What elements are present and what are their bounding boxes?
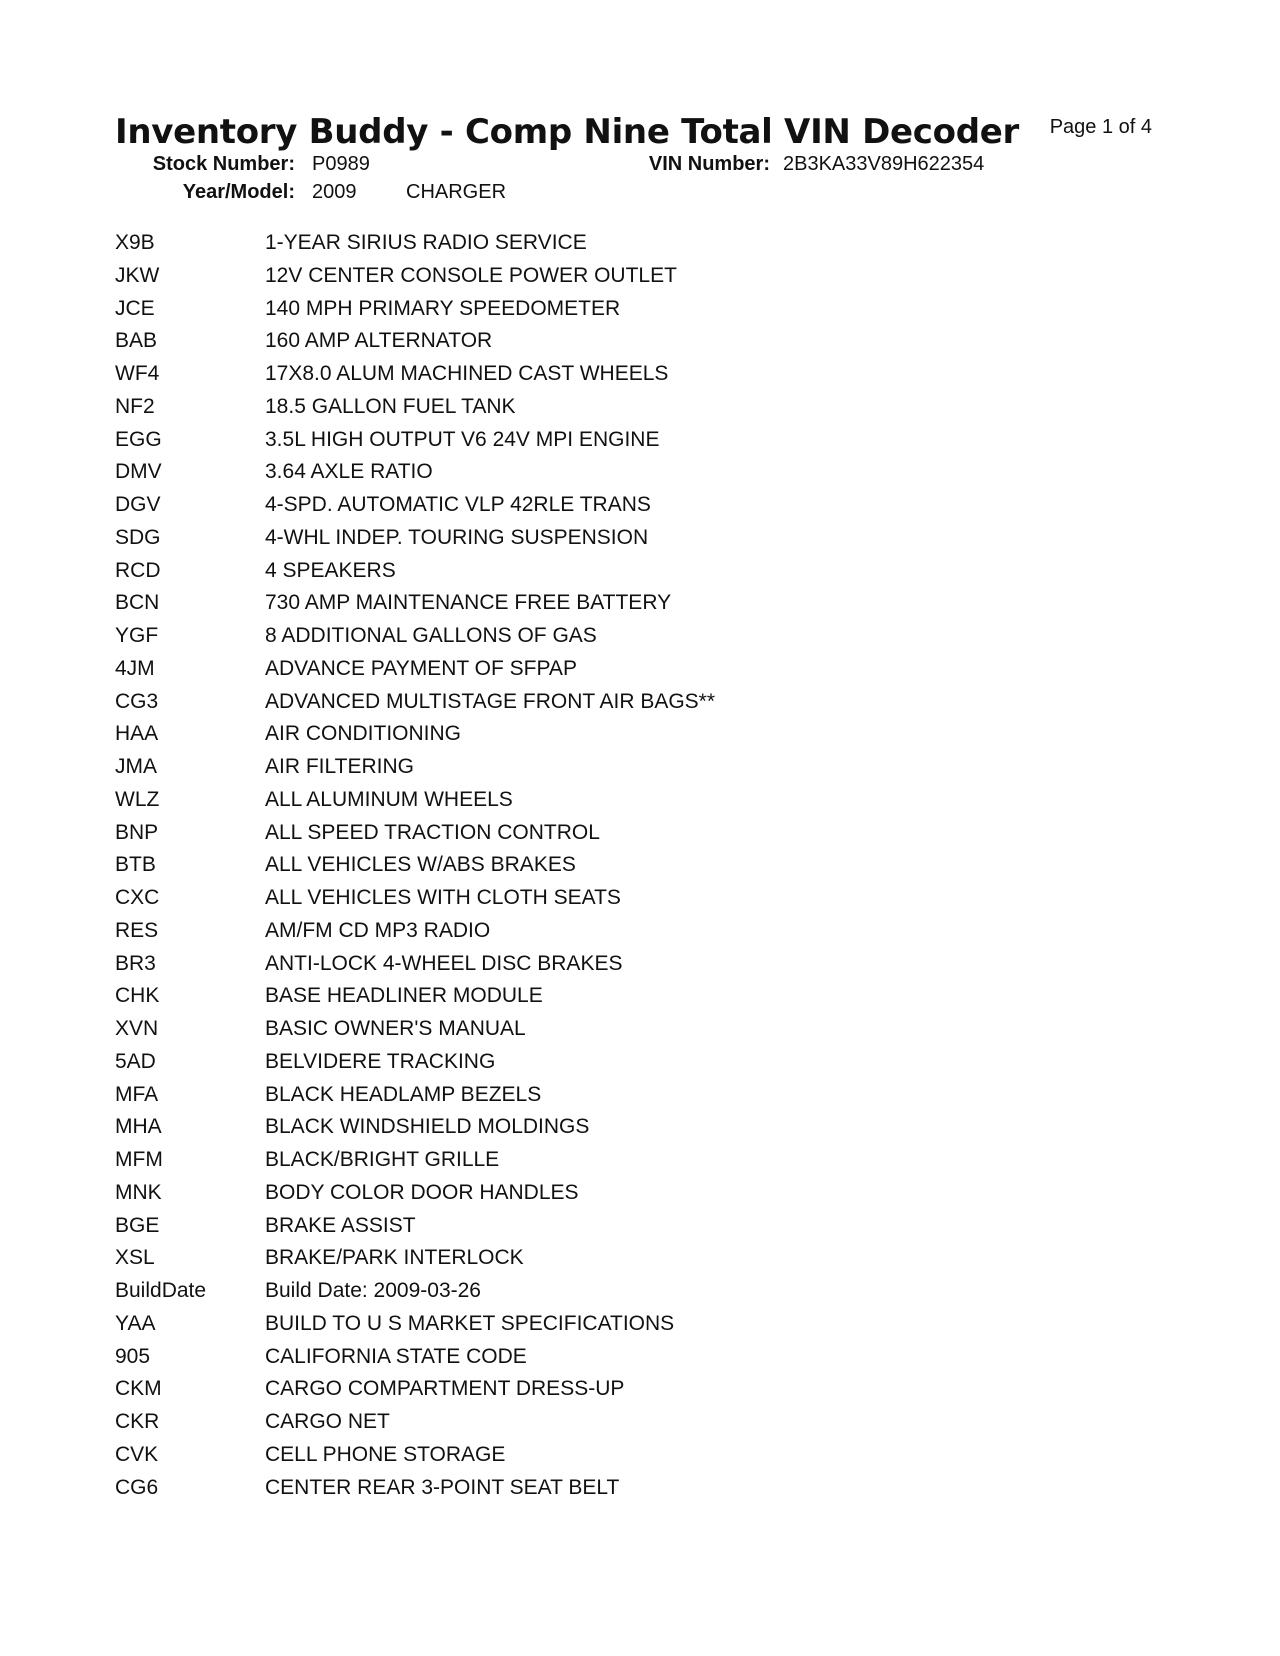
stock-number-value: P0989 bbox=[312, 153, 370, 175]
option-code: BNP bbox=[115, 820, 159, 844]
option-row bbox=[115, 1308, 1115, 1341]
page-title: Inventory Buddy - Comp Nine Total VIN Decoder bbox=[115, 112, 1019, 152]
option-row bbox=[115, 260, 1115, 293]
option-row bbox=[115, 227, 1115, 260]
option-code: MFA bbox=[115, 1082, 159, 1106]
stock-number-label: Stock Number: bbox=[152, 153, 295, 175]
option-row bbox=[115, 784, 1115, 817]
option-code: NF2 bbox=[115, 394, 155, 418]
option-row bbox=[115, 1013, 1115, 1046]
option-description: ALL VEHICLES WITH CLOTH SEATS bbox=[265, 886, 621, 909]
option-description: BLACK WINDSHIELD MOLDINGS bbox=[265, 1115, 590, 1139]
option-description: AM/FM CD MP3 RADIO bbox=[265, 918, 491, 942]
option-description: 12V CENTER CONSOLE POWER OUTLET bbox=[265, 263, 677, 287]
option-row bbox=[115, 1472, 1115, 1505]
option-code: WLZ bbox=[115, 787, 160, 811]
option-description: 1-YEAR SIRIUS RADIO SERVICE bbox=[265, 231, 587, 254]
page-indicator: Page 1 of 4 bbox=[1049, 116, 1152, 138]
option-description: ANTI-LOCK 4-WHEEL DISC BRAKES bbox=[265, 951, 623, 975]
option-code: YAA bbox=[115, 1311, 156, 1335]
option-description: BRAKE/PARK INTERLOCK bbox=[265, 1246, 524, 1270]
option-description: BASE HEADLINER MODULE bbox=[265, 984, 543, 1008]
option-code: BAB bbox=[115, 329, 158, 353]
option-row bbox=[115, 587, 1115, 620]
option-description: ALL ALUMINUM WHEELS bbox=[265, 787, 513, 811]
option-row bbox=[115, 1177, 1115, 1210]
option-code: DGV bbox=[115, 493, 161, 516]
option-row bbox=[115, 456, 1115, 489]
option-row bbox=[115, 1144, 1115, 1177]
option-code: CG6 bbox=[115, 1475, 159, 1499]
option-row bbox=[115, 325, 1115, 358]
option-row bbox=[115, 1079, 1115, 1112]
option-description: 4 SPEAKERS bbox=[265, 558, 396, 582]
option-row bbox=[115, 489, 1115, 522]
option-code: BCN bbox=[115, 591, 160, 615]
option-description: 160 AMP ALTERNATOR bbox=[265, 329, 493, 353]
option-row bbox=[115, 293, 1115, 326]
option-row bbox=[115, 358, 1115, 391]
option-code: JMA bbox=[115, 755, 157, 778]
option-row bbox=[115, 522, 1115, 555]
option-code: MHA bbox=[115, 1115, 162, 1139]
option-description: AIR FILTERING bbox=[265, 755, 414, 778]
option-row bbox=[115, 1373, 1115, 1406]
option-description: CENTER REAR 3-POINT SEAT BELT bbox=[265, 1475, 620, 1499]
option-row bbox=[115, 948, 1115, 981]
option-code: CKR bbox=[115, 1410, 160, 1433]
model-value: CHARGER bbox=[406, 181, 507, 203]
option-description: BODY COLOR DOOR HANDLES bbox=[265, 1180, 579, 1204]
option-row bbox=[115, 817, 1115, 850]
option-description: BLACK/BRIGHT GRILLE bbox=[265, 1148, 500, 1171]
option-row bbox=[115, 751, 1115, 784]
option-description: BLACK HEADLAMP BEZELS bbox=[265, 1082, 542, 1106]
year-model-label: Year/Model: bbox=[182, 181, 295, 203]
option-code: BGE bbox=[115, 1213, 160, 1237]
option-code: CG3 bbox=[115, 689, 159, 713]
option-code: HAA bbox=[115, 722, 159, 746]
option-description: CARGO NET bbox=[265, 1410, 390, 1433]
option-code: RCD bbox=[115, 558, 161, 582]
option-row bbox=[115, 1210, 1115, 1243]
option-description: ADVANCED MULTISTAGE FRONT AIR BAGS** bbox=[265, 689, 716, 713]
option-row bbox=[115, 1275, 1115, 1308]
option-code: WF4 bbox=[115, 362, 160, 385]
option-description: ALL SPEED TRACTION CONTROL bbox=[265, 820, 600, 844]
option-description: BUILD TO U S MARKET SPECIFICATIONS bbox=[265, 1311, 675, 1335]
option-code: XSL bbox=[115, 1246, 155, 1270]
option-row bbox=[115, 555, 1115, 588]
option-row bbox=[115, 1341, 1115, 1374]
option-row bbox=[115, 686, 1115, 719]
option-code: CHK bbox=[115, 984, 160, 1008]
vin-number-value: 2B3KA33V89H622354 bbox=[783, 153, 985, 175]
option-row bbox=[115, 653, 1115, 686]
year-value: 2009 bbox=[312, 181, 357, 203]
option-row bbox=[115, 980, 1115, 1013]
option-description: 3.64 AXLE RATIO bbox=[265, 460, 433, 484]
option-code: BTB bbox=[115, 853, 156, 877]
option-description: ADVANCE PAYMENT OF SFPAP bbox=[265, 656, 577, 680]
option-description: 3.5L HIGH OUTPUT V6 24V MPI ENGINE bbox=[265, 427, 660, 451]
option-code-list bbox=[115, 227, 1115, 1504]
option-code: MNK bbox=[115, 1180, 162, 1204]
option-row bbox=[115, 1111, 1115, 1144]
option-code: XVN bbox=[115, 1017, 159, 1040]
option-row bbox=[115, 1046, 1115, 1079]
option-code: BuildDate bbox=[115, 1279, 207, 1302]
option-description: 4-SPD. AUTOMATIC VLP 42RLE TRANS bbox=[265, 493, 651, 516]
option-row bbox=[115, 849, 1115, 882]
option-description: 4-WHL INDEP. TOURING SUSPENSION bbox=[265, 525, 649, 549]
option-description: AIR CONDITIONING bbox=[265, 722, 462, 746]
option-description: 8 ADDITIONAL GALLONS OF GAS bbox=[265, 624, 597, 647]
option-row bbox=[115, 915, 1115, 948]
option-code: CXC bbox=[115, 886, 160, 909]
option-row bbox=[115, 620, 1115, 653]
option-row bbox=[115, 1242, 1115, 1275]
option-code: YGF bbox=[115, 624, 159, 647]
option-description: Build Date: 2009-03-26 bbox=[265, 1279, 481, 1302]
option-code: RES bbox=[115, 918, 159, 942]
option-description: 17X8.0 ALUM MACHINED CAST WHEELS bbox=[265, 362, 669, 385]
option-row bbox=[115, 391, 1115, 424]
option-description: ALL VEHICLES W/ABS BRAKES bbox=[265, 853, 576, 877]
option-code: BR3 bbox=[115, 951, 156, 975]
option-row bbox=[115, 718, 1115, 751]
option-code: JCE bbox=[115, 296, 155, 320]
option-description: 18.5 GALLON FUEL TANK bbox=[265, 394, 516, 418]
option-code: MFM bbox=[115, 1148, 163, 1171]
option-description: CALIFORNIA STATE CODE bbox=[265, 1344, 527, 1368]
option-code: 5AD bbox=[115, 1049, 156, 1073]
option-code: JKW bbox=[115, 263, 160, 287]
option-description: CELL PHONE STORAGE bbox=[265, 1442, 506, 1466]
option-code: SDG bbox=[115, 525, 161, 549]
option-code: DMV bbox=[115, 460, 162, 484]
option-description: 140 MPH PRIMARY SPEEDOMETER bbox=[265, 296, 621, 320]
option-description: BRAKE ASSIST bbox=[265, 1213, 416, 1237]
option-row bbox=[115, 1406, 1115, 1439]
option-code: X9B bbox=[115, 231, 155, 254]
option-code: CVK bbox=[115, 1442, 159, 1466]
option-code: 4JM bbox=[115, 656, 155, 680]
option-code: 905 bbox=[115, 1344, 151, 1368]
option-description: CARGO COMPARTMENT DRESS-UP bbox=[265, 1377, 625, 1401]
option-row bbox=[115, 1439, 1115, 1472]
vin-number-label: VIN Number: bbox=[648, 153, 770, 175]
option-row bbox=[115, 882, 1115, 915]
option-code: CKM bbox=[115, 1377, 162, 1401]
option-row bbox=[115, 424, 1115, 457]
option-description: BASIC OWNER'S MANUAL bbox=[265, 1017, 526, 1040]
option-description: BELVIDERE TRACKING bbox=[265, 1049, 496, 1073]
option-code: EGG bbox=[115, 427, 162, 451]
option-description: 730 AMP MAINTENANCE FREE BATTERY bbox=[265, 591, 672, 615]
